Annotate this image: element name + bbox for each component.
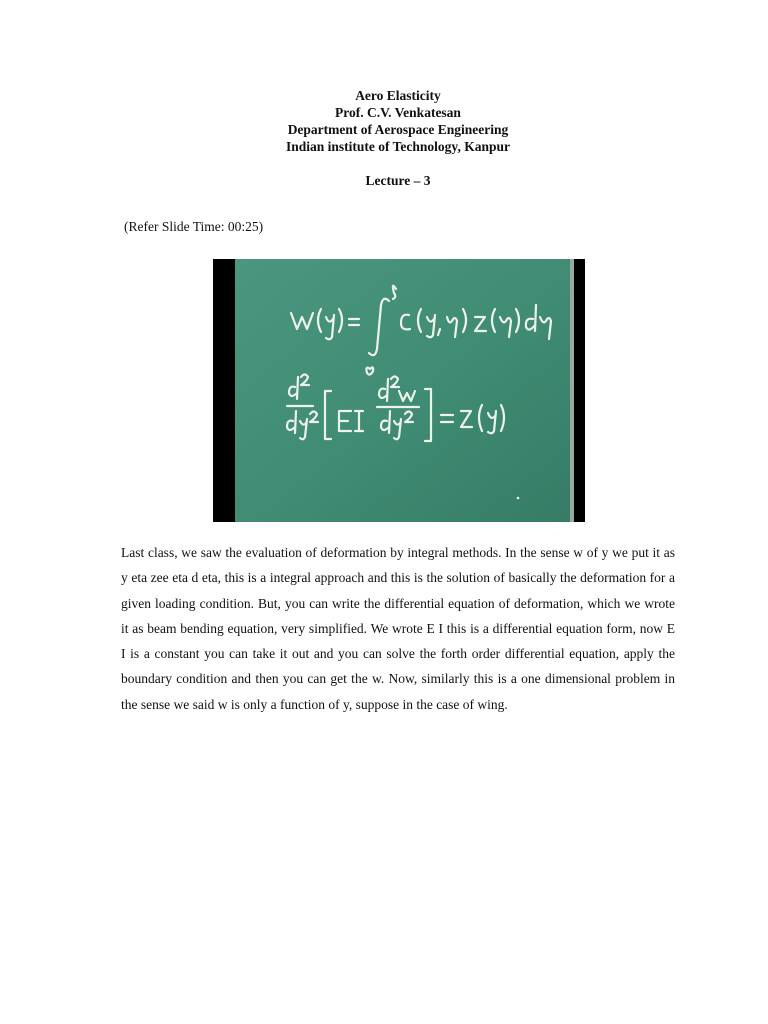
professor-name: Prof. C.V. Venkatesan [335, 105, 461, 120]
chalkboard-surface [235, 259, 570, 522]
document-header [0, 87, 768, 155]
board-frame-right [570, 259, 574, 522]
chalkboard-drawing [213, 259, 585, 522]
institute-name: Indian institute of Technology, Kanpur [286, 139, 510, 154]
course-title: Aero Elasticity [355, 88, 441, 103]
slide-time-reference: (Refer Slide Time: 00:25) [124, 219, 264, 234]
lecture-number: Lecture – 3 [365, 173, 431, 188]
chalkboard-slide-image [213, 259, 585, 522]
department-name: Department of Aerospace Engineering [287, 122, 509, 137]
lecture-transcript-paragraph: Last class, we saw the evaluation of deformation by integral methods. In the sense w of y we put it as y eta zee eta d eta, this is a integral approach and this is the solution of basically the deformation for a given loading condition. But, you can write the differential equation of deformation, which we wrote it as beam bending equation, very simplified. We wrote E I this is a differential equation form, now E I is a constant you can take it out and you can solve the forth order differential equation, apply the boundary condition and then you can get the w. Now, similarly this is a one dimensional problem in the sense we said w is only a function of y, suppose in the case of wing. [121, 545, 675, 712]
